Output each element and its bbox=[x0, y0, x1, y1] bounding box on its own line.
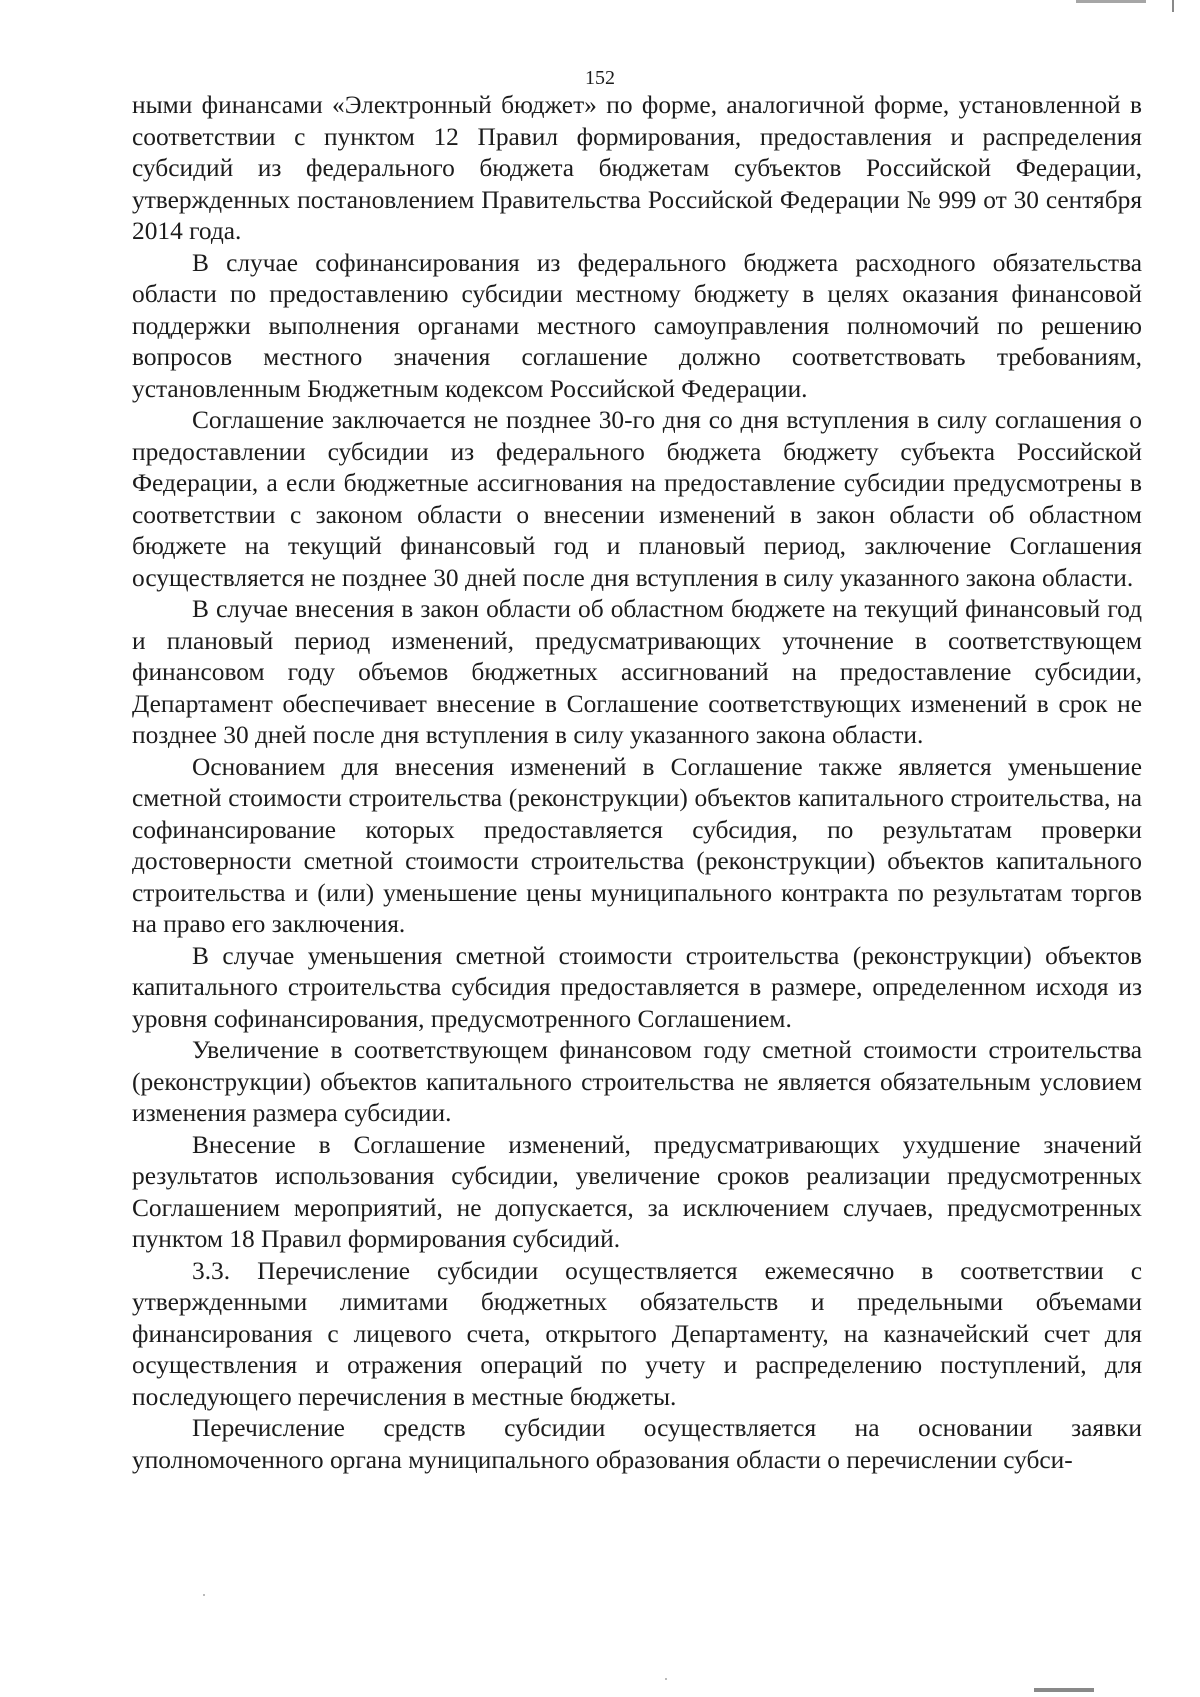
paragraph-continuation: ными финансами «Электронный бюджет» по форме, аналогичной форме, установленной в соответствии с пунктом 12 Правил формирования, предоставления и распределения субсидий из федерального бюджета бюджетам субъектов Российской Федерации, утвержденных постановлением Правительства Российской Федерации № 999 от 30 сентября 2014 года. bbox=[132, 91, 1142, 245]
scan-speck bbox=[665, 1678, 667, 1680]
scan-speck bbox=[203, 1594, 205, 1596]
scan-artifact-top bbox=[1076, 0, 1146, 3]
paragraph: В случае уменьшения сметной стоимости строительства (реконструкции) объектов капитального строительства субсидия предоставляется в размере, определенном исходя из уровня софинансирования, предусмотренного Соглашением. bbox=[132, 941, 1142, 1033]
paragraph: Основанием для внесения изменений в Соглашение также является уменьшение сметной стоимости строительства (реконструкции) объектов капитального строительства, на софинансирование которых предоставляется субсидия, по результатам проверки достоверности сметной стоимости строительства (реконструкции) объектов капитального строительства и (или) уменьшение цены муниципального контракта по результатам торгов на право его заключения. bbox=[132, 752, 1142, 938]
paragraph: Увеличение в соответствующем финансовом году сметной стоимости строительства (реконструкции) объектов капитального строительства не является обязательным условием изменения размера субсидии. bbox=[132, 1036, 1142, 1127]
paragraph: Внесение в Соглашение изменений, предусматривающих ухудшение значений результатов использования субсидии, увеличение сроков реализации предусмотренных Соглашением мероприятий, не допускается, за исключением случаев, предусмотренных пунктом 18 Правил формирования субсидий. bbox=[132, 1130, 1142, 1253]
paragraph: Соглашение заключается не позднее 30-го дня со дня вступления в силу соглашения о предоставлении субсидии из федерального бюджета бюджету субъекта Российской Федерации, а если бюджетные ассигнования на предоставление субсидии предусмотрены в соответствии с законом области о внесении изменений в закон области об областном бюджете на текущий финансовый год и плановый период, заключение Соглашения осуществляется не позднее 30 дней после дня вступления в силу указанного закона области. bbox=[132, 406, 1142, 592]
scan-artifact-top-edge bbox=[1172, 0, 1174, 12]
paragraph: Перечисление средств субсидии осуществляется на основании заявки уполномоченного органа муниципального образования области о перечислении субси- bbox=[132, 1414, 1142, 1474]
paragraph: В случае софинансирования из федерального бюджета расходного обязательства области по предоставлению субсидии местному бюджету в целях оказания финансовой поддержки выполнения органами местного самоуправления полномочий по решению вопросов местного значения соглашение должно соответствовать требованиям, установленным Бюджетным кодексом Российской Федерации. bbox=[132, 248, 1142, 403]
document-body bbox=[132, 90, 1142, 1476]
page-number: 152 bbox=[585, 67, 615, 89]
paragraph: В случае внесения в закон области об областном бюджете на текущий финансовый год и плановый период изменений, предусматривающих уточнение в соответствующем финансовом году объемов бюджетных ассигнований на предоставление субсидии, Департамент обеспечивает внесение в Соглашение соответствующих изменений в срок не позднее 30 дней после дня вступления в силу указанного закона области. bbox=[132, 595, 1142, 749]
scan-artifact-bottom bbox=[1034, 1688, 1094, 1692]
paragraph-clause-3-3: 3.3. Перечисление субсидии осуществляется ежемесячно в соответствии с утвержденными лимитами бюджетных обязательств и предельными объемами финансирования с лицевого счета, открытого Департаменту, на казначейский счет для осуществления и отражения операций по учету и распределению поступлений, для последующего перечисления в местные бюджеты. bbox=[132, 1256, 1142, 1411]
